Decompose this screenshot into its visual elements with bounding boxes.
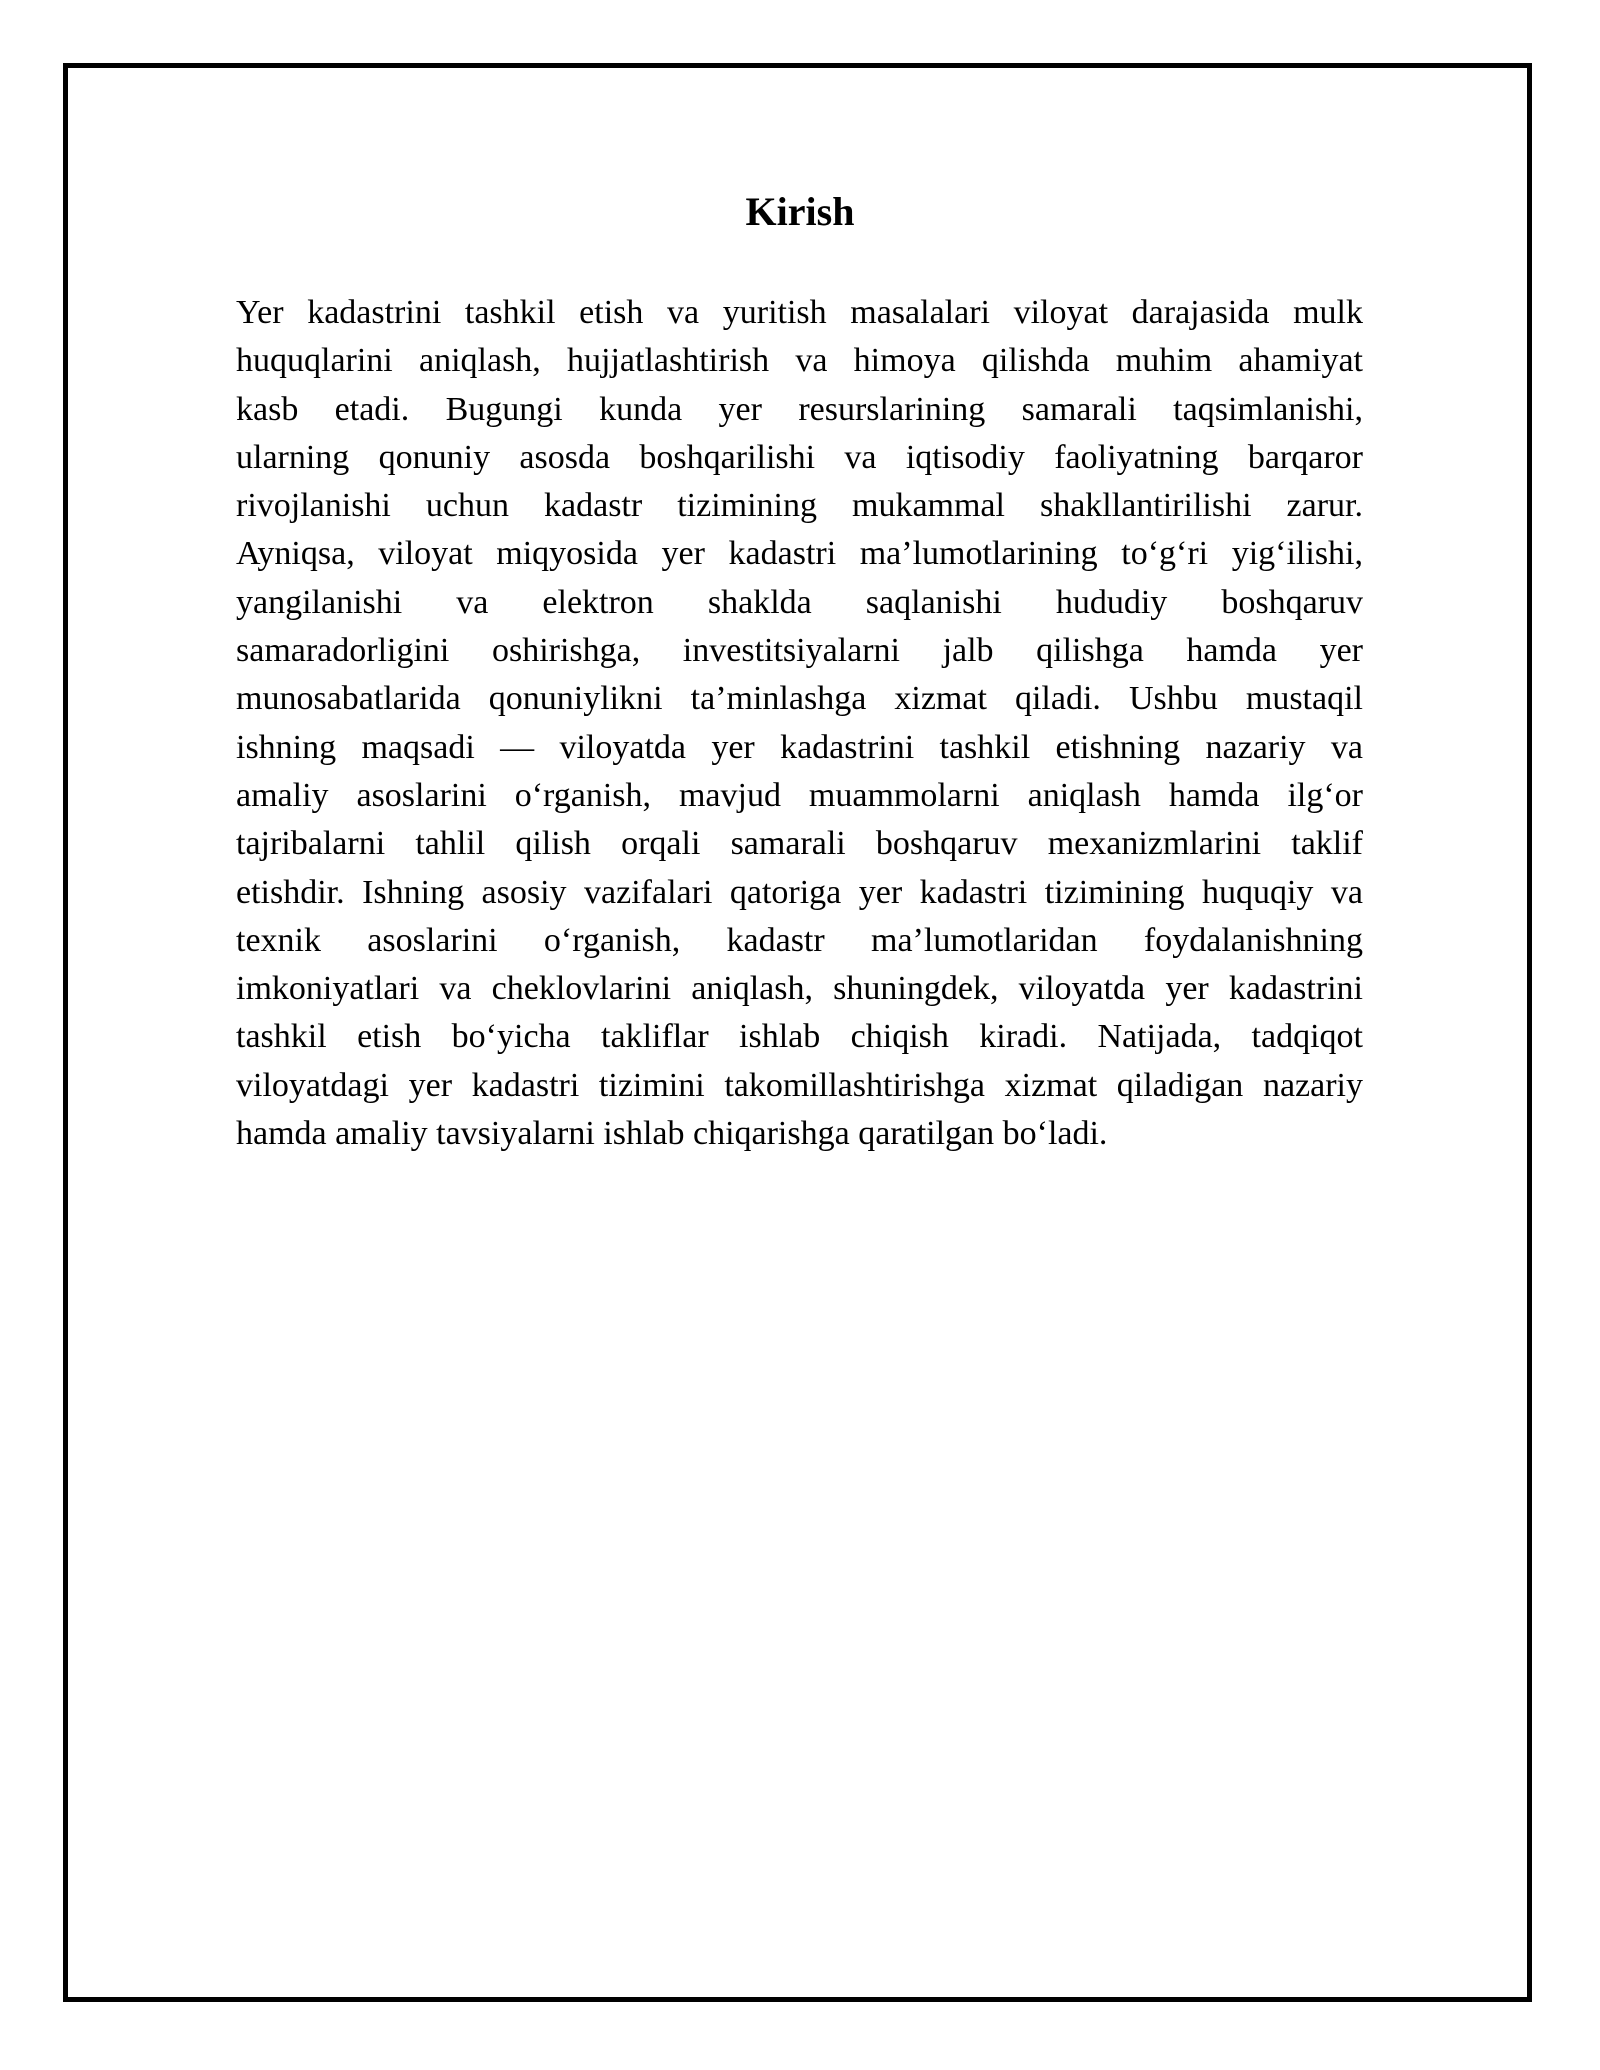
paragraph-line: samaradorligini oshirishga, investitsiyalarni jalb qilishga hamda yer — [236, 632, 1363, 670]
paragraph-line: texnik asoslarini o‘rganish, kadastr ma’lumotlaridan foydalanishning — [236, 921, 1363, 959]
paragraph-line: hamda amaliy tavsiyalarni ishlab chiqarishga qaratilgan bo‘ladi. — [236, 1115, 1108, 1153]
paragraph-line: huquqlarini aniqlash, hujjatlashtirish va himoya qilishda muhim ahamiyat — [236, 342, 1363, 380]
paragraph-line: ishning maqsadi — viloyatda yer kadastrini tashkil etishning nazariy va — [236, 728, 1363, 766]
paragraph-line: rivojlanishi uchun kadastr tizimining mukammal shakllantirilishi zarur. — [236, 487, 1363, 525]
paragraph-line: munosabatlarida qonuniylikni ta’minlashga xizmat qiladi. Ushbu mustaqil — [236, 680, 1363, 718]
page-title: Kirish — [745, 189, 855, 234]
paragraph-line: Ayniqsa, viloyat miqyosida yer kadastri ma’lumotlarining to‘g‘ri yig‘ilishi, — [236, 535, 1363, 573]
paragraph-line: ularning qonuniy asosda boshqarilishi va iqtisodiy faoliyatning barqaror — [236, 438, 1363, 476]
paragraph-line: kasb etadi. Bugungi kunda yer resurslarining samarali taqsimlanishi, — [236, 390, 1363, 428]
paragraph-line: Yer kadastrini tashkil etish va yuritish masalalari viloyat darajasida mulk — [236, 294, 1363, 331]
paragraph-line: yangilanishi va elektron shaklda saqlanishi hududiy boshqaruv — [236, 583, 1363, 621]
paragraph-line: tashkil etish bo‘yicha takliflar ishlab chiqish kiradi. Natijada, tadqiqot — [236, 1018, 1363, 1056]
paragraph-line: viloyatdagi yer kadastri tizimini takomillashtirishga xizmat qiladigan nazariy — [236, 1066, 1363, 1104]
body-paragraph — [236, 289, 1363, 1158]
paragraph-line: tajribalarni tahlil qilish orqali samarali boshqaruv mexanizmlarini taklif — [236, 825, 1363, 863]
paragraph-line: imkoniyatlari va cheklovlarini aniqlash, shuningdek, viloyatda yer kadastrini — [236, 970, 1363, 1008]
paragraph-line: amaliy asoslarini o‘rganish, mavjud muammolarni aniqlash hamda ilg‘or — [236, 776, 1363, 814]
paragraph-line: etishdir. Ishning asosiy vazifalari qatoriga yer kadastri tizimining huquqiy va — [236, 873, 1363, 911]
